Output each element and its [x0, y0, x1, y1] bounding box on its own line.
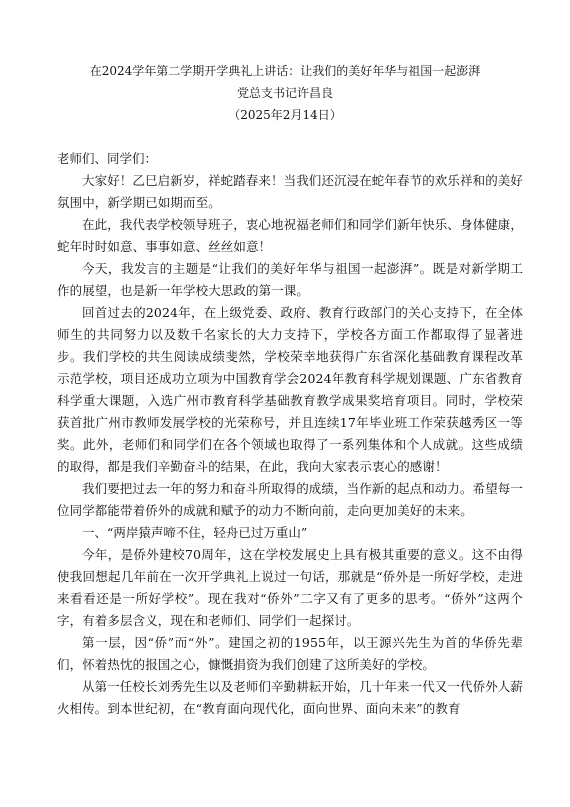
paragraph: 从第一任校长刘秀先生以及老师们辛勤耕耘开始，几十年来一代又一代侨外人薪火相传。到本世纪初，在“教育面向现代化，面向世界、面向未来”的教育 — [57, 679, 524, 716]
paragraph: 在此，我代表学校领导班子，衷心地祝福老师们和同学们新年快乐、身体健康，蛇年时时如意、事事如意、丝丝如意！ — [57, 217, 524, 254]
paragraph: 今天，我发言的主题是“让我们的美好年华与祖国一起澎湃”。既是对新学期工作的展望，也是新一年学校大思政的第一课。 — [57, 261, 523, 298]
section-heading: 一、“两岸猿声啼不住，轻舟已过万重山” — [82, 525, 308, 540]
paragraph: 今年，是侨外建校70周年，这在学校发展史上具有极其重要的意义。这不由得使我回想起几年前在一次开学典礼上说过一句话，那就是“侨外是一所好学校，走进来看看还是一所好学校”。现在我对“侨外”二字又有了更多的思考。“侨外”这两个字，有着多层含义，现在和老师们、同学们一起探讨。 — [57, 547, 523, 628]
document-body — [57, 148, 523, 720]
paragraph: 回首过去的2024年，在上级党委、政府、教育行政部门的关心支持下，在全体师生的共同努力以及数千名家长的大力支持下，学校各方面工作都取得了显著进步。我们学校的共生阅读成绩斐然，学校荣幸地获得广东省深化基础教育课程改革示范学校，项目还成功立项为中国教育学会2024年教育科学规划课题、广东省教育科学重大课题，入选广州市教育科学基础教育教学成果奖培育项目。同时，学校荣获首批广州市教师发展学校的光荣称号，并且连续17年毕业班工作荣获越秀区一等奖。此外，老师们和同学们在各个领域也取得了一系列集体和个人成就。这些成绩的取得，都是我们辛勤奋斗的结果，在此，我向大家表示衷心的感谢！ — [57, 305, 523, 474]
title-block — [40, 60, 530, 126]
salutation: 老师们、同学们： — [57, 151, 158, 166]
document-title: 在2024学年第二学期开学典礼上讲话：让我们的美好年华与祖国一起澎湃 — [89, 64, 481, 78]
paragraph: 大家好！乙巳启新岁，祥蛇踏春来！当我们还沉浸在蛇年春节的欢乐祥和的美好氛围中，新学期已如期而至。 — [57, 173, 524, 210]
paragraph: 第一层，因“侨”而“外”。建国之初的1955年，以王源兴先生为首的华侨先辈们，怀着热忱的报国之心，慷慨捐资为我们创建了这所美好的学校。 — [57, 635, 523, 672]
speaker-line: 党总支书记许昌良 — [236, 86, 333, 100]
paragraph: 我们要把过去一年的努力和奋斗所取得的成绩，当作新的起点和动力。希望每一位同学都能带着侨外的成就和赋予的动力不断向前，走向更加美好的未来。 — [57, 481, 524, 518]
date-line: （2025年2月14日） — [228, 108, 342, 122]
